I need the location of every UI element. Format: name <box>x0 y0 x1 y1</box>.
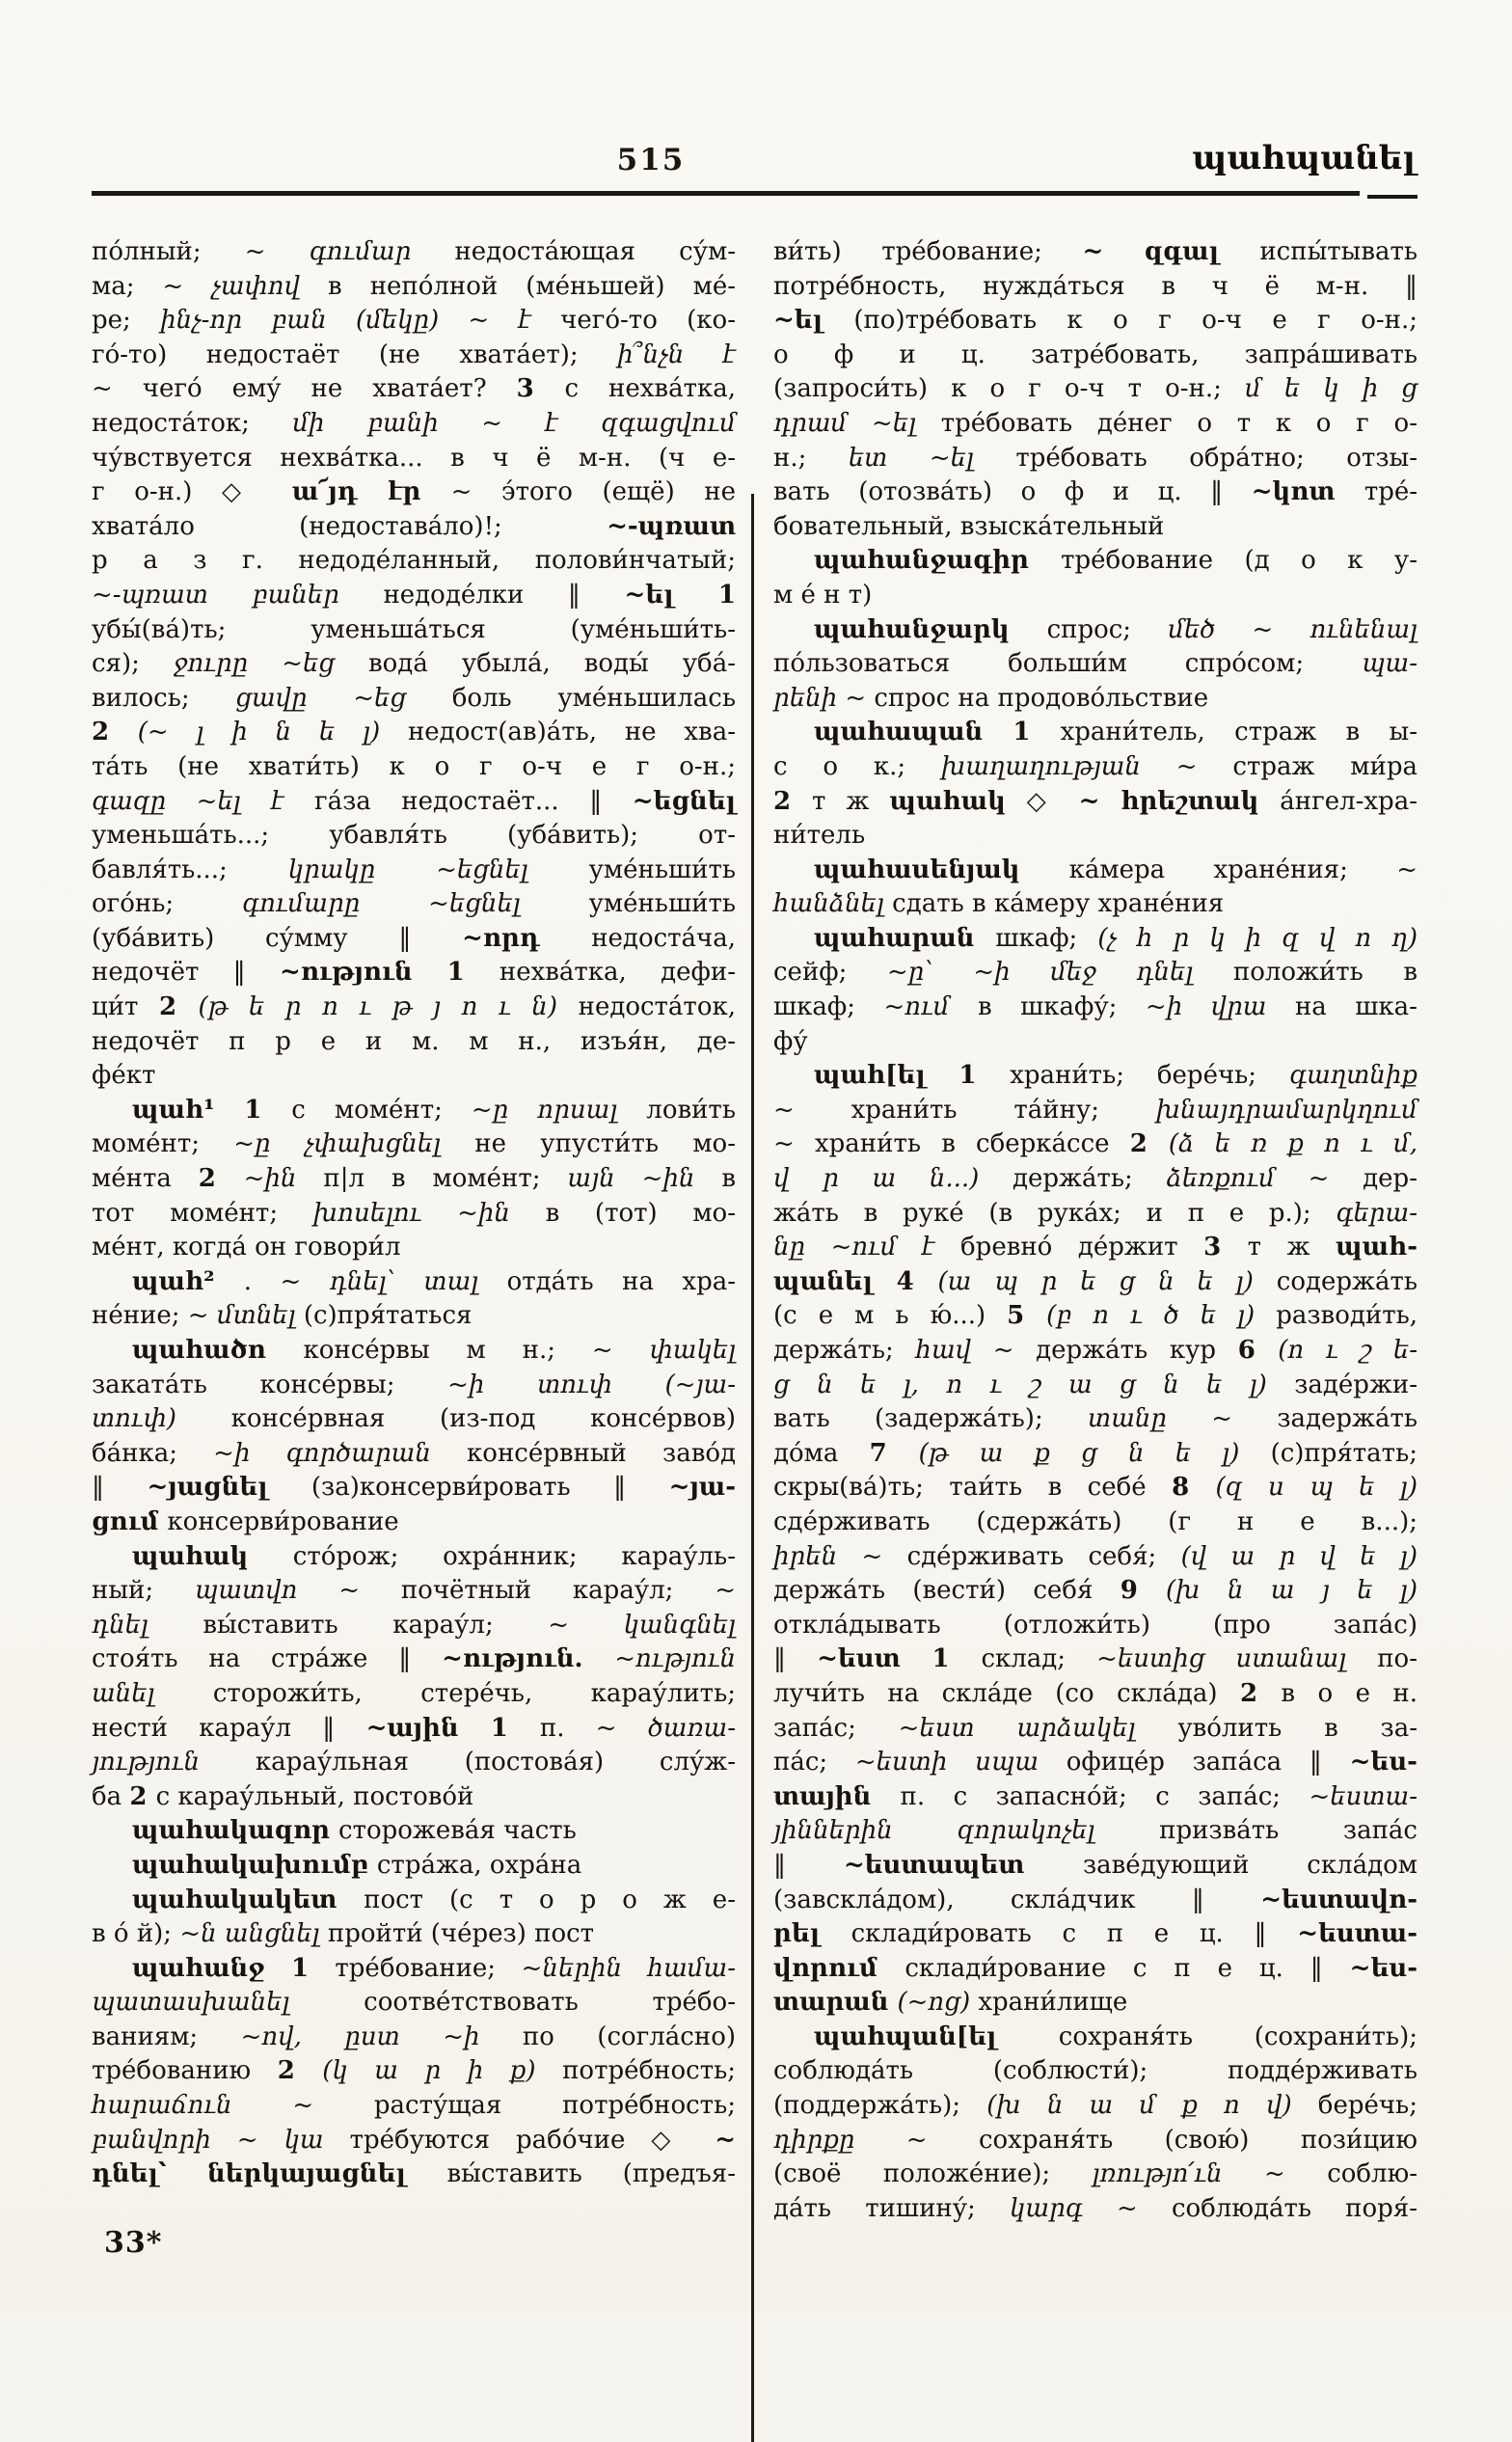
text-line: նը ~ում է бревно́ де́ржит 3 т ж պահ- <box>773 1233 1418 1262</box>
text-line: պանել 4 (ա պ ր ե ց ն ե լ) содержа́ть <box>773 1266 1418 1296</box>
text-line: ‖ ~յացնել (за)консерви́ровать ‖ ~յա- <box>92 1473 736 1503</box>
text-line: вать (задержа́ть); տանը ~ задержа́ть <box>773 1404 1418 1434</box>
text-line: պահակ сто́рож; охра́нник; карау́ль- <box>132 1541 736 1571</box>
text-line: դիրքը ~ сохраня́ть (свою́) пози́цию <box>773 2125 1418 2155</box>
text-line: не́ние; ~ մտնել (с)пря́таться <box>92 1301 472 1331</box>
text-line: держа́ть; հավ ~ держа́ть кур 6 (ո ւ շ ե- <box>773 1336 1418 1365</box>
text-line: յություն карау́льная (постова́я) слу́ж- <box>92 1748 736 1777</box>
text-line: գազը ~ել է га́за недостаёт... ‖ ~եցնել <box>92 786 736 816</box>
text-line: (запроси́ть) к о г о-ч т о-н.; մ ե կ ի ց <box>773 374 1418 404</box>
text-line: պահանջ 1 тре́бование; ~ներին համա- <box>132 1953 736 1983</box>
text-line: ма; ~ չափով в непо́лной (ме́ньшей) ме́- <box>92 271 737 301</box>
text-line: соблюда́ть (соблюсти́); подде́рживать <box>773 2056 1418 2086</box>
text-line: р а з г. недоде́ланный, полови́нчатый; <box>92 546 736 576</box>
header-rule-end <box>1367 195 1418 199</box>
text-line: потре́бность, нужда́ться в ч ё м-н. ‖ <box>773 271 1418 301</box>
text-line: недочёт п р е и м. м н., изъя́н, де- <box>92 1026 736 1056</box>
text-line: ваниям; ~ով, ըստ ~ի по (согла́сно) <box>92 2021 736 2051</box>
text-line: պահակակետ пост (с т о р о ж е- <box>132 1885 736 1914</box>
text-line: ме́нта 2 ~ին п|л в моме́нт; այն ~ին в <box>92 1164 736 1194</box>
text-line: м е́ н т) <box>773 580 873 610</box>
text-line: պահ² . ~ դնել՝ տալ отда́ть на хра- <box>132 1266 737 1296</box>
text-line: шкаф; ~ում в шкафу́; ~ի վրա на шка- <box>773 992 1418 1022</box>
text-line: ~ храни́ть та́йну; խնայդրամարկղում <box>773 1095 1418 1125</box>
text-line: фу́ <box>773 1026 808 1056</box>
guide-word: պահպանել <box>1192 139 1416 177</box>
text-line: скры(ва́)ть; таи́ть в себе́ 8 (զ ս պ ե լ) <box>773 1473 1418 1503</box>
text-line: ~-պռատ բաներ недоде́лки ‖ ~ել 1 <box>92 580 737 610</box>
text-line: запа́с; ~եստ արձակել уво́лить в за- <box>773 1713 1418 1743</box>
text-line: н.; ետ ~ել тре́бовать обра́тно; отзы- <box>773 443 1418 473</box>
text-line: 2 т ж պահակ ◇ ~ հրեշտակ а́нгел-хра- <box>773 786 1418 816</box>
text-line: убы́(ва́)ть; уменьша́ться (уме́ньши́ть- <box>92 614 736 644</box>
text-line: ме́нт, когда́ он говори́л <box>92 1233 401 1262</box>
text-line: недоста́ток; մի բանի ~ է զգացվում <box>92 408 736 438</box>
text-line: (завскла́дом), скла́дчик ‖ ~եստավո- <box>773 1885 1418 1914</box>
text-line: ци́т 2 (թ ե ր ո ւ թ յ ո ւ ն) недоста́ток, <box>92 992 736 1022</box>
text-line: недочёт ‖ ~ություն 1 нехва́тка, дефи- <box>92 958 736 988</box>
text-line: պահասենյակ ка́мера хране́ния; ~ <box>814 855 1418 884</box>
text-line: ба́нка; ~ի գործարան консе́рвный заво́д <box>92 1438 737 1468</box>
text-line: ‖ ~եստ 1 склад; ~եստից ստանալ по- <box>773 1644 1418 1674</box>
text-line: տուփ) консе́рвная (из-под консе́рвов) <box>92 1404 736 1434</box>
text-line: պահարան шкаф; (չ հ ր կ ի զ վ ո ղ) <box>814 923 1418 953</box>
text-line: ни́тель <box>773 821 866 851</box>
text-line: (поддержа́ть); (խ ն ա մ ք ո վ) бере́чь; <box>773 2091 1418 2121</box>
text-line: ~ храни́ть в сберка́ссе 2 (ձ ե ռ ք ո ւ մ, <box>773 1129 1418 1159</box>
text-line: ный; պատվո ~ почётный карау́л; ~ <box>92 1576 736 1606</box>
text-line: պատասխանել соотве́тствовать тре́бо- <box>92 1988 736 2018</box>
text-line: да́ть тишину́; կարգ ~ соблюда́ть поря́- <box>773 2193 1418 2223</box>
signature-mark: 33* <box>104 2226 163 2260</box>
text-line: бовательный, взыска́тельный <box>773 511 1165 541</box>
text-line: դնել вы́ставить карау́л; ~ կանգնել <box>92 1610 736 1640</box>
text-line: պահակախումբ стра́жа, охра́на <box>132 1850 582 1880</box>
text-line: до́ма 7 (թ ա ք ց ն ե լ) (с)пря́тать; <box>773 1438 1418 1468</box>
text-line: по́льзоваться больши́м спро́сом; պա- <box>773 649 1418 679</box>
text-line: պահապան 1 храни́тель, страж в ы- <box>814 718 1418 747</box>
text-line: տարան (~ոց) храни́лище <box>773 1988 1128 2018</box>
text-line: դրամ ~ել тре́бовать де́нег о т к о г о- <box>773 408 1418 438</box>
text-line: вилось; ցավը ~եց боль уме́ньшилась <box>92 683 736 713</box>
text-line: վ ր ա ն...) держа́ть; ձեռքում ~ дер- <box>773 1164 1418 1194</box>
column-divider-line <box>751 494 754 2442</box>
text-line: жа́ть в руке́ (в рука́х; и п е р.); գերա- <box>773 1198 1418 1228</box>
text-line: րենի ~ спрос на продово́льствие <box>773 683 1209 713</box>
text-line: сейф; ~ը՝ ~ի մեջ դնել положи́ть в <box>773 958 1418 988</box>
text-line: ցում консерви́рование <box>92 1506 399 1536</box>
page-header <box>92 139 1418 189</box>
text-line: стоя́ть на стра́же ‖ ~ություն. ~ություն <box>92 1644 737 1674</box>
text-line: ~ել (по)тре́бовать к о г о-ч е г о-н.; <box>773 306 1418 336</box>
text-line: заката́ть консе́рвы; ~ի տուփ (~յա- <box>92 1370 736 1399</box>
text-line: (с е м ь ю́...) 5 (բ ո ւ ծ ե լ) разводи́ть, <box>773 1301 1418 1331</box>
text-line: պահանջագիր тре́бование (д о к у- <box>814 546 1418 576</box>
text-line: бавля́ть...; կրակը ~եցնել уме́ньши́ть <box>92 855 737 884</box>
text-line: անել сторожи́ть, стере́чь, карау́лить; <box>92 1678 736 1708</box>
text-line: о ф и ц. затре́бовать, запра́шивать <box>773 339 1418 369</box>
text-line: ви́ть) тре́бование; ~ զգալ испы́тывать <box>773 237 1418 266</box>
text-line: պահ[ել 1 храни́ть; бере́чь; գաղտնիք <box>814 1061 1418 1091</box>
text-line: ба 2 с карау́льный, постово́й <box>92 1781 474 1811</box>
text-line: чу́вствуется нехва́тка... в ч ё м-н. (ч е- <box>92 443 736 473</box>
text-line: откла́дывать (отложи́ть) (про запа́с) <box>773 1610 1418 1640</box>
text-line: պահպան[ել сохраня́ть (сохрани́ть); <box>814 2021 1418 2051</box>
text-line: тре́бованию 2 (կ ա ր ի ք) потре́бность; <box>92 2056 736 2086</box>
text-line: ‖ ~եստապետ заве́дующий скла́дом <box>773 1850 1418 1880</box>
header-rule <box>92 191 1360 196</box>
text-line: та́ть (не хвати́ть) к о г о-ч е г о-н.; <box>92 751 736 781</box>
text-line: վորում склади́рование с п е ц. ‖ ~ես- <box>773 1953 1418 1983</box>
text-line: ре; ինչ-որ բան (մեկը) ~ է чего́-то (ко- <box>92 306 736 336</box>
text-line: па́с; ~եստի սպա офице́р запа́са ‖ ~ես- <box>773 1748 1418 1777</box>
text-line: в о́ й); ~ն անցնել пройти́ (че́рез) пост <box>92 1919 595 1949</box>
text-line: сде́рживать (сдержа́ть) (г н е в...); <box>773 1506 1418 1536</box>
text-line: моме́нт; ~ը չփախցնել не упусти́ть мо- <box>92 1129 736 1159</box>
text-line: фе́кт <box>92 1061 156 1091</box>
right-column <box>773 235 1418 2226</box>
text-line: держа́ть (вести́) себя́ 9 (խ ն ա յ ե լ) <box>773 1576 1418 1606</box>
text-line: իրեն ~ сде́рживать себя́; (վ ա ր վ ե լ) <box>773 1541 1418 1571</box>
left-column <box>92 235 736 2192</box>
text-line: тот моме́нт; խոսելու ~ին в (тот) мо- <box>92 1198 736 1228</box>
text-line: րել склади́ровать с п е ц. ‖ ~եստա- <box>773 1919 1418 1949</box>
text-line: с о к.; խաղաղության ~ страж ми́ра <box>773 751 1418 781</box>
text-line: го́-то) недостаёт (не хвата́ет); ի՞նչն է <box>92 339 736 369</box>
text-line: պահակազոր сторожева́я часть <box>132 1816 577 1846</box>
text-line: բանվորի ~ կա тре́буются рабо́чие ◇ ~ <box>92 2125 737 2155</box>
text-line: հանձնել сдать в ка́меру хране́ния <box>773 889 1225 919</box>
text-line: տային п. с запасно́й; с запа́с; ~եստա- <box>773 1781 1418 1811</box>
text-line: хвата́ло (недостава́ло)!; ~-պռատ <box>92 511 736 541</box>
text-line: вать (отозва́ть) о ф и ц. ‖ ~կոտ тре́- <box>773 477 1418 507</box>
text-line: դնել՝ ներկայացնել вы́ставить (предъя- <box>92 2159 736 2189</box>
text-line: нести́ карау́л ‖ ~ային 1 п. ~ ծառա- <box>92 1713 736 1743</box>
text-line: պահ¹ 1 с моме́нт; ~ը որսալ лови́ть <box>132 1095 736 1125</box>
text-line: հարաճուն ~ расту́щая потре́бность; <box>92 2091 736 2121</box>
text-line: պահանջարկ спрос; մեծ ~ ունենալ <box>814 614 1418 644</box>
page-number: 515 <box>616 143 686 177</box>
text-line: г о-н.) ◇ ա՜յդ էր ~ э́того (ещё) не <box>92 477 736 507</box>
text-line: ց ն ե լ, ո ւ շ ա ց ն ե լ) заде́ржи- <box>773 1370 1418 1399</box>
text-line: ~ чего́ ему́ не хвата́ет? 3 с нехва́тка, <box>92 374 736 404</box>
text-line: (своё положе́ние); լռությո՛ւն ~ соблю- <box>773 2159 1418 2189</box>
text-line: по́лный; ~ գումար недоста́ющая су́м- <box>92 237 736 266</box>
text-line: պահածո консе́рвы м н.; ~ փակել <box>132 1336 736 1365</box>
text-line: ого́нь; գումարը ~եցնել уме́ньши́ть <box>92 889 736 919</box>
text-line: յիններին զորակոչել призва́ть запа́с <box>773 1816 1418 1846</box>
text-line: ся); ջուրը ~եց вода́ убыла́, воды́ уба́- <box>92 649 736 679</box>
text-line: (уба́вить) су́мму ‖ ~որդ недоста́ча, <box>92 923 736 953</box>
text-line: лучи́ть на скла́де (со скла́да) 2 в о е н. <box>773 1678 1418 1708</box>
text-line: уменьша́ть...; убавля́ть (уба́вить); от- <box>92 821 736 851</box>
text-line: 2 (~ լ ի ն ե լ) недост(ав)а́ть, не хва- <box>92 718 736 747</box>
